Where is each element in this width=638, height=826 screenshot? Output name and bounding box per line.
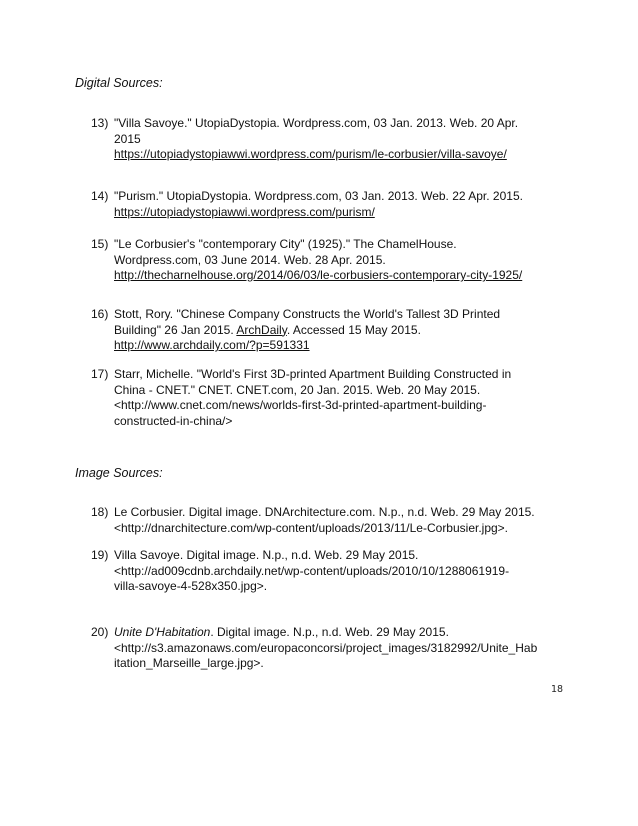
citation-text-part: . Digital image. N.p., n.d. Web. 29 May 2015. [210,625,449,639]
citation-text: villa-savoye-4-528x350.jpg>. [114,579,268,593]
citation-number: 13) [91,116,109,130]
citation-text-part: . Accessed 15 May 2015. [286,322,421,337]
citation-link[interactable]: http://thecharnelhouse.org/2014/06/03/le-corbusiers-contemporary-city-1925/ [114,268,523,282]
page-number: 18 [551,684,564,695]
citation-link[interactable]: http://www.archdaily.com/?p=591331 [114,338,310,352]
citation-text: itation_Marseille_large.jpg>. [114,656,264,670]
image-sources-heading: Image Sources: [75,466,163,480]
citation-text: <http://dnarchitecture.com/wp-content/uploads/2013/11/Le-Corbusier.jpg>. [114,520,509,535]
citation-text: Starr, Michelle. "World's First 3D-printed Apartment Building Constructed in [114,367,512,381]
citation-number: 18) [91,505,109,519]
digital-sources-heading: Digital Sources: [75,76,163,90]
citation-link[interactable]: https://utopiadystopiawwi.wordpress.com/purism/ [114,204,375,219]
citation-text-part: Building" 26 Jan 2015. [114,322,237,337]
citation-text: "Le Corbusier's "contemporary City" (1925)." The ChamelHouse. [114,237,457,251]
citation-text: constructed-in-china/> [114,413,233,428]
citation-text: Villa Savoye. Digital image. N.p., n.d. Web. 29 May 2015. [114,548,419,562]
citation-text: <http://s3.amazonaws.com/europaconcorsi/project_images/3182992/Unite_Hab [114,640,538,655]
citation-number: 20) [91,625,109,639]
citation-number: 19) [91,548,109,562]
citation-number: 16) [91,307,109,321]
citation-text: "Villa Savoye." UtopiaDystopia. Wordpress.com, 03 Jan. 2013. Web. 20 Apr. [114,116,519,130]
citation-number: 17) [91,367,109,381]
citation-number: 15) [91,237,109,251]
citation-text: 2015 [114,131,141,146]
citation-text: China - CNET." CNET. CNET.com, 20 Jan. 2015. Web. 20 May 2015. [114,382,481,397]
citation-number: 14) [91,189,109,203]
citation-link[interactable]: https://utopiadystopiawwi.wordpress.com/purism/le-corbusier/villa-savoye/ [114,147,507,161]
citation-text: "Purism." UtopiaDystopia. Wordpress.com, 03 Jan. 2013. Web. 22 Apr. 2015. [114,189,523,203]
citation-text [114,323,574,339]
citation-text: <http://ad009cdnb.archdaily.net/wp-content/uploads/2010/10/1288061919- [114,563,510,578]
citation-text [114,625,574,641]
citation-title: Unite D'Habitation [114,625,211,639]
archdaily-link[interactable]: ArchDaily [236,322,287,337]
citation-text: Le Corbusier. Digital image. DNArchitecture.com. N.p., n.d. Web. 29 May 2015. [114,505,535,519]
citation-text: Stott, Rory. "Chinese Company Constructs the World's Tallest 3D Printed [114,307,501,321]
citation-text: <http://www.cnet.com/news/worlds-first-3d-printed-apartment-building- [114,398,487,412]
citation-text: Wordpress.com, 03 June 2014. Web. 28 Apr. 2015. [114,252,386,267]
